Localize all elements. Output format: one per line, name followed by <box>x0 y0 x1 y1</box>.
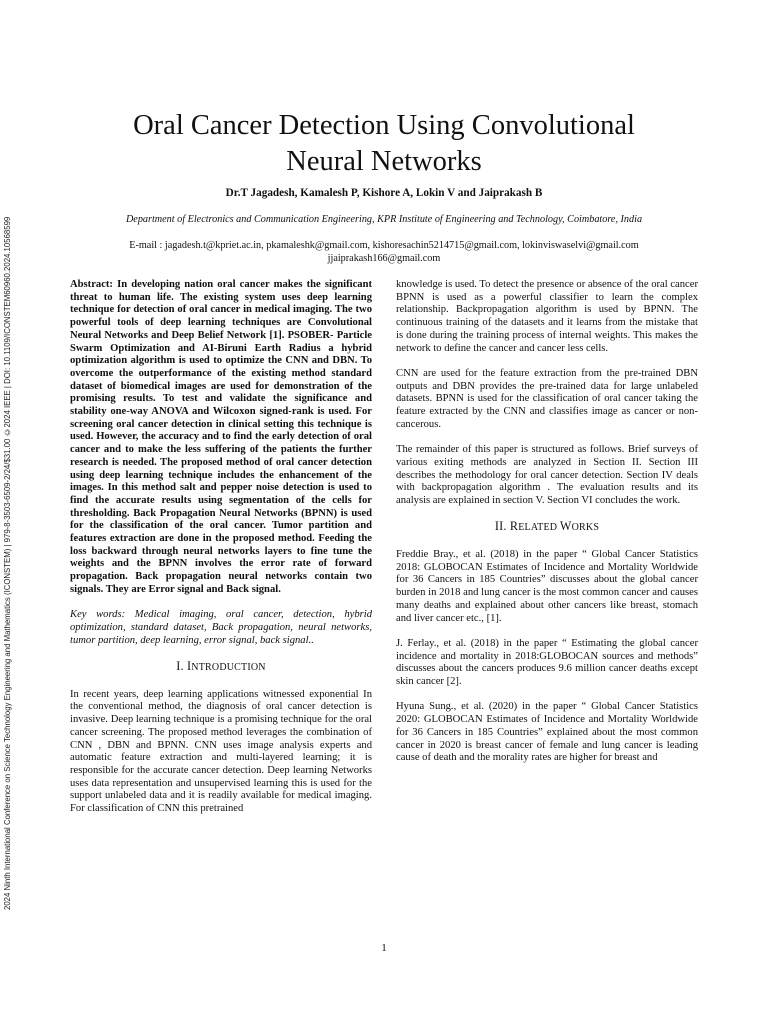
reference-paragraph-3: Hyuna Sung., et al. (2020) in the paper “ Global Cancer Statistics 2020: GLOBOCAN Estimates of Incidence and Mortality Worldwide for 36 Cancers in 185 Countries” explained about the most common cancer in 2020 is breast cancer of female and lung cancer is leading cause of death and the morality rates are higher for breast and <box>396 701 698 764</box>
reference-paragraph-1: Freddie Bray., et al. (2018) in the paper “ Global Cancer Statistics 2018: GLOBOCAN Estimates of Incidence and Mortality Worldwide for 36 Cancers in 185 Countries” discusses about the global cancer burden in 2018 and lung cancer is the most common cancer and causes many deaths and explained about other cancers like breast, stomach and liver cancer etc., [1]. <box>396 549 698 624</box>
section-2-initial-r: R <box>509 519 519 534</box>
email-line-2: jjaiprakash166@gmail.com <box>327 253 441 264</box>
body-paragraph-2: CNN are used for the feature extraction from the pre-trained DBN outputs and DBN provides the pre-trained data for large unlabeled datasets. BPNN is used for the classification of oral cancer taking the feature extracted by the CNN and classifies image as cancer or non-cancerous. <box>396 367 698 430</box>
reference-paragraph-2: J. Ferlay., et al. (2018) in the paper “ Estimating the global cancer incidence and mortality in 2018:GLOBOCAN sources and methods” discusses about the cancers produces 9.6 million cancer deaths except skin cancer [2]. <box>396 637 698 688</box>
section-1-rest: NTRODUCTION <box>191 662 266 674</box>
right-column <box>396 279 698 778</box>
keywords: Key words: Medical imaging, oral cancer, detection, hybrid optimization, standard dataset, Back propagation, neural networks, tumor partition, deep learning, error signal, back signal.. <box>70 609 372 646</box>
left-column <box>70 279 372 828</box>
body-paragraph-1: knowledge is used. To detect the presence or absence of the oral cancer BPNN is used as a powerful classifier to learn the complex relationship. Backpropagation algorithm is used by BPNN. The continuous training of the datasets and it learns from the mistake that is done during the training process of internal weights. This makes the network to define the cancer and cancer less cells. <box>396 279 698 354</box>
title-line-2: Neural Networks <box>286 146 482 177</box>
author-list: Dr.T Jagadesh, Kamalesh P, Kishore A, Lokin V and Jaiprakash B <box>225 187 543 199</box>
section-2-orks: ORKS <box>571 522 600 534</box>
paper-title <box>90 108 678 180</box>
section-2-number: II. <box>494 519 510 534</box>
section-2-initial-w: W <box>559 519 572 534</box>
intro-paragraph: In recent years, deep learning applications witnessed exponential In the conventional method, the diagnosis of oral cancer detection is invasive. Deep learning technique is a promising technique for the oral cancer screening. The proposed method leverages the combination of CNN , DBN and BPNN. CNN uses image analysis experts and automatic feature extraction and multi-layered learning; it is responsible for the accurate cancer detection. Deep learning Networks uses data representation and unsupervised learning this is used for the support unlabeled data and it is readily available for medical imaging. For classification of CNN this pretrained <box>70 688 372 815</box>
section-heading-introduction <box>70 660 372 675</box>
affiliation: Department of Electronics and Communication Engineering, KPR Institute of Engineering and Technology, Coimbatore, India <box>125 214 643 225</box>
section-1-number: I. <box>176 659 188 674</box>
section-heading-related-works <box>396 520 698 535</box>
email-line-1: E-mail : jagadesh.t@kpriet.ac.in, pkamaleshk@gmail.com, kishoresachin5214715@gmail.com, lokinviswaselvi@gmail.com <box>129 240 639 251</box>
section-2-elated: ELATED <box>518 522 560 534</box>
email-block <box>70 239 698 265</box>
abstract: Abstract: In developing nation oral cancer makes the significant threat to human life. The existing system uses deep learning technique for detection of oral cancer in medical imaging. The two powerful tools of deep learning techniques are Convolutional Neural Networks and Deep Belief Network [1]. PSOBER- Particle Swarm Optimization and AI-Biruni Earth Radius a hybrid optimization algorithm is used to optimize the CNN and DBN. To overcome the outperformance of the existing method standard dataset of biomedical images are used for demonstration of the promising results. To test and validate the significance and stability one-way ANOVA and Wilcoxon signed-rank is used. For screening oral cancer detection in clinical setting this technique is used. However, the accuracy and to find the early detection of oral cancer and to make the less suffering of the patients the further research is needed. The proposed method of oral cancer detection using deep learning technique includes the enhancement of the images. In this method salt and pepper noise detection is used to find the accurate results using segmentation of the cells for thresholding. Back Propagation Neural Networks (BPNN) is used for the classification of the oral cancer. Tumor partition and features extraction are done in the proposed method. Feeding the loss backward through neural networks layers to fine tune the weights and the BPNN involves the error rate of forward propagation. Back propagation neural networks contain two signals. They are Error signal and Back signal. <box>70 279 372 595</box>
body-paragraph-3: The remainder of this paper is structured as follows. Brief surveys of various exiting methods are analyzed in Section II. Section III describes the methodology for oral cancer detection. Section IV deals with backpropagation algorithm . The evaluation results and its analysis are explained in section V. Section VI concludes the work. <box>396 444 698 506</box>
conference-side-note: 2024 Ninth International Conference on Science Technology Engineering and Mathematics (ICONSTEM) | 979-8-3503-6509-2/24/$31.00 ©2024 IEEE | DOI: 10.1109/ICONSTEM60960.2024.10568599 <box>3 216 12 910</box>
page-number: 1 <box>381 942 387 954</box>
title-line-1: Oral Cancer Detection Using Convolutional <box>133 110 635 141</box>
section-1-initial: I <box>187 659 192 674</box>
